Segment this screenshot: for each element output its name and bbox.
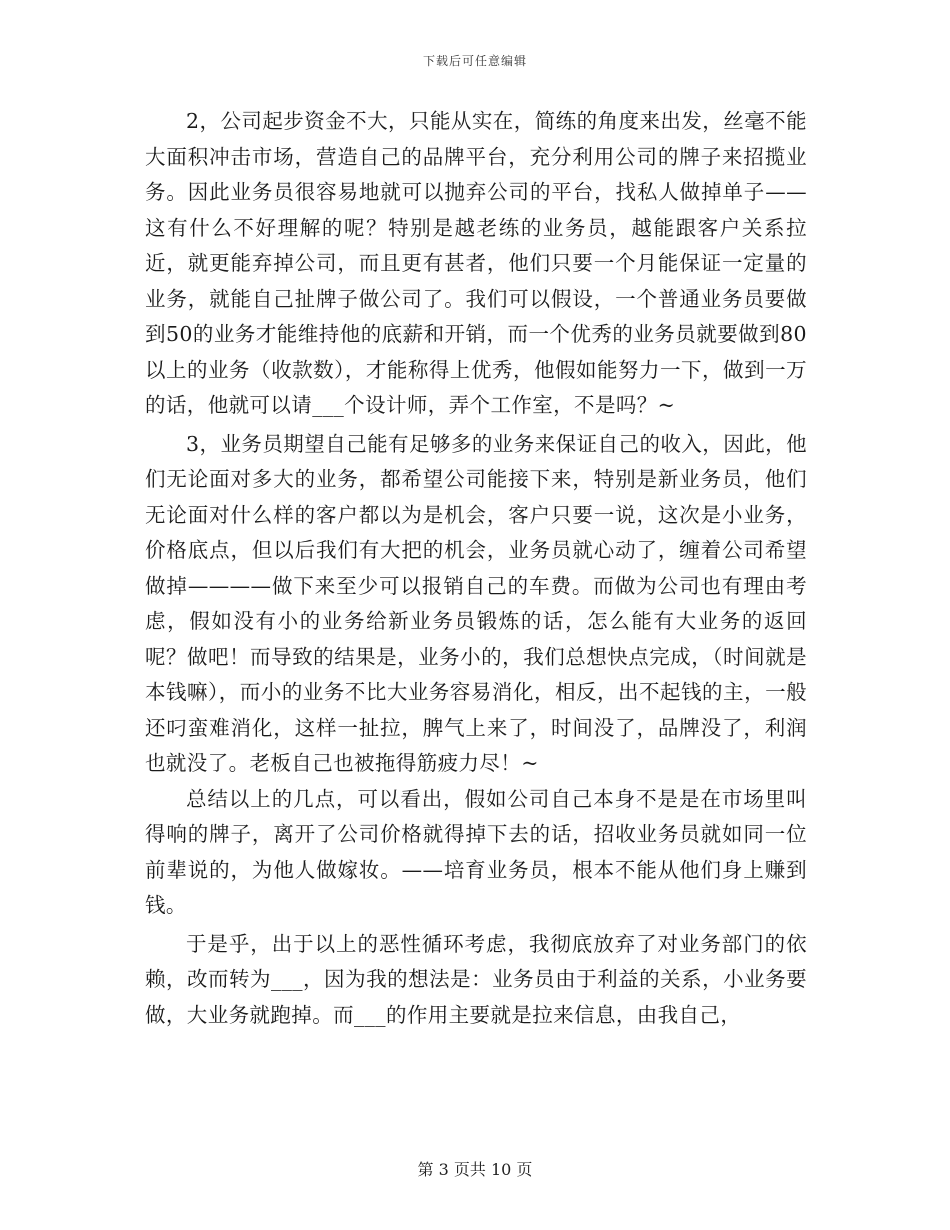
paragraph-conclusion: 于是乎，出于以上的恶性循环考虑，我彻底放弃了对业务部门的依赖，改而转为___，因为我的想法是：业务员由于利益的关系，小业务要做，大业务就跑掉。而___的作用主要就是拉来信息，由我自己， [145, 931, 807, 1027]
paragraph-summary: 总结以上的几点，可以看出，假如公司自己本身不是是在市场里叫得响的牌子，离开了公司价格就得掉下去的话，招收业务员就如同一位前辈说的，为他人做嫁妆。——培育业务员，根本不能从他们身上赚到钱。 [145, 786, 807, 917]
page-number-footer: 第 3 页共 10 页 [417, 1160, 533, 1179]
page-header: 下载后可任意编辑 [422, 54, 527, 68]
paragraph-point-2: 2，公司起步资金不大，只能从实在，简练的角度来出发，丝毫不能大面积冲击市场，营造自己的品牌平台，充分利用公司的牌子来招揽业务。因此业务员很容易地就可以抛弃公司的平台，找私人做掉单子——这有什么不好理解的呢？特别是越老练的业务员，越能跟客户关系拉近，就更能弃掉公司，而且更有甚者，他们只要一个月能保证一定量的业务，就能自己扯牌子做公司了。我们可以假设，一个普通业务员要做到50的业务才能维持他的底薪和开销，而一个优秀的业务员就要做到80以上的业务（收款数），才能称得上优秀，他假如能努力一下，做到一万的话，他就可以请___个设计师，弄个工作室，不是吗？~ [145, 109, 807, 417]
paragraph-point-3: 3，业务员期望自己能有足够多的业务来保证自己的收入，因此，他们无论面对多大的业务，都希望公司能接下来，特别是新业务员，他们无论面对什么样的客户都以为是机会，客户只要一说，这次是小业务，价格底点，但以后我们有大把的机会，业务员就心动了，缠着公司希望做掉————做下来至少可以报销自己的车费。而做为公司也有理由考虑，假如没有小的业务给新业务员锻炼的话，怎么能有大业务的返回呢？做吧！而导致的结果是，业务小的，我们总想快点完成，（时间就是本钱嘛），而小的业务不比大业务容易消化，相反，出不起钱的主，一般还叼蛮难消化，这样一扯拉，脾气上来了，时间没了，品牌没了，利润也就没了。老板自己也被拖得筋疲力尽！~ [145, 431, 807, 775]
document-body [145, 104, 807, 1033]
